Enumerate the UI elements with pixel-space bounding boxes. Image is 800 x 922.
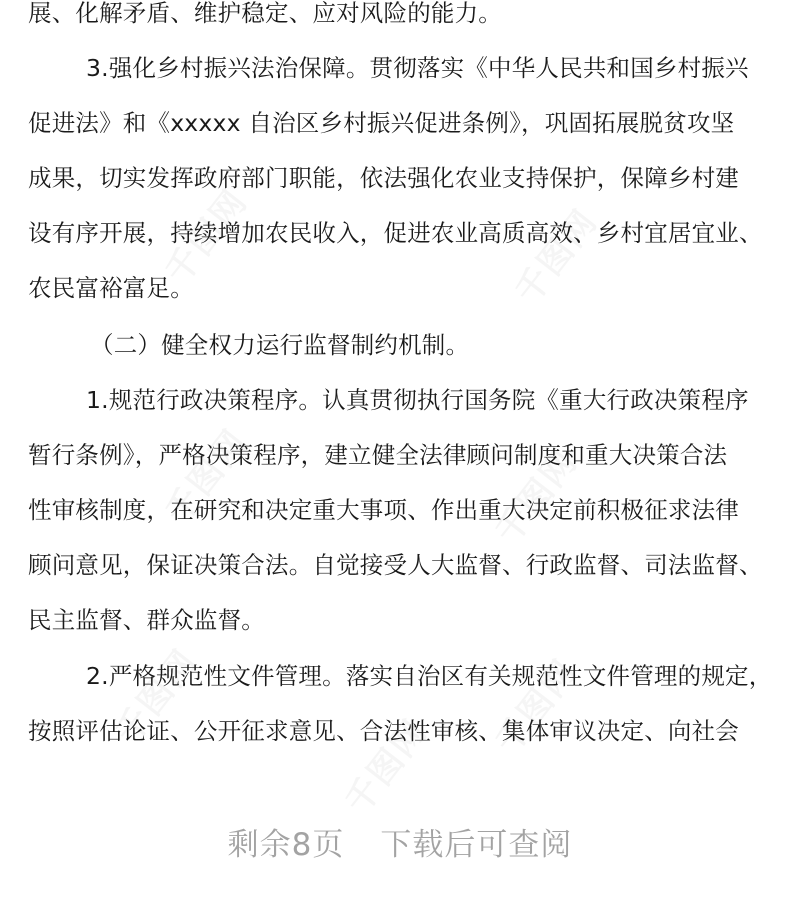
paragraph-line: 2.严格规范性文件管理。落实自治区有关规范性文件管理的规定， xyxy=(86,662,773,690)
watermark: 千图网 xyxy=(487,441,586,552)
section-heading: （二）健全权力运行监督制约机制。 xyxy=(90,331,470,359)
paragraph-line: 成果，切实发挥政府部门职能，依法强化农业支持保护，保障乡村建 xyxy=(28,164,739,192)
remaining-pages-text: 剩余8页 xyxy=(227,827,345,863)
paragraph-line: 顾问意见，保证决策合法。自觉接受人大监督、行政监督、司法监督、 xyxy=(28,551,763,579)
paragraph-line: 促进法》和《xxxxx 自治区乡村振兴促进条例》，巩固拓展脱贫攻坚 xyxy=(28,109,735,137)
paragraph-line: 设有序开展，持续增加农民收入，促进农业高质高效、乡村宜居宜业、 xyxy=(28,219,763,247)
paragraph-line: 3.强化乡村振兴法治保障。贯彻落实《中华人民共和国乡村振兴 xyxy=(86,54,749,82)
watermark: 千图网 xyxy=(157,421,256,532)
paragraph-line: 按照评估论证、公开征求意见、合法性审核、集体审议决定、向社会 xyxy=(28,717,739,745)
paragraph-line: 民主监督、群众监督。 xyxy=(28,606,265,634)
watermark: 千图网 xyxy=(337,711,436,822)
watermark: 千图网 xyxy=(107,641,206,752)
watermark: 千图网 xyxy=(157,181,256,292)
watermark: 千图网 xyxy=(507,201,606,312)
paragraph-line: 展、化解矛盾、维护稳定、应对风险的能力。 xyxy=(28,0,502,27)
remaining-pages-notice[interactable] xyxy=(0,827,800,863)
paragraph-line: 农民富裕富足。 xyxy=(28,274,194,302)
paragraph-line: 性审核制度，在研究和决定重大事项、作出重大决定前积极征求法律 xyxy=(28,496,739,524)
download-hint-text: 下载后可查阅 xyxy=(380,827,573,863)
paragraph-line: 1.规范行政决策程序。认真贯彻执行国务院《重大行政决策程序 xyxy=(86,386,749,414)
paragraph-line: 暂行条例》，严格决策程序，建立健全法律顾问制度和重大决策合法 xyxy=(28,441,728,469)
watermark: 千图网 xyxy=(487,651,586,762)
